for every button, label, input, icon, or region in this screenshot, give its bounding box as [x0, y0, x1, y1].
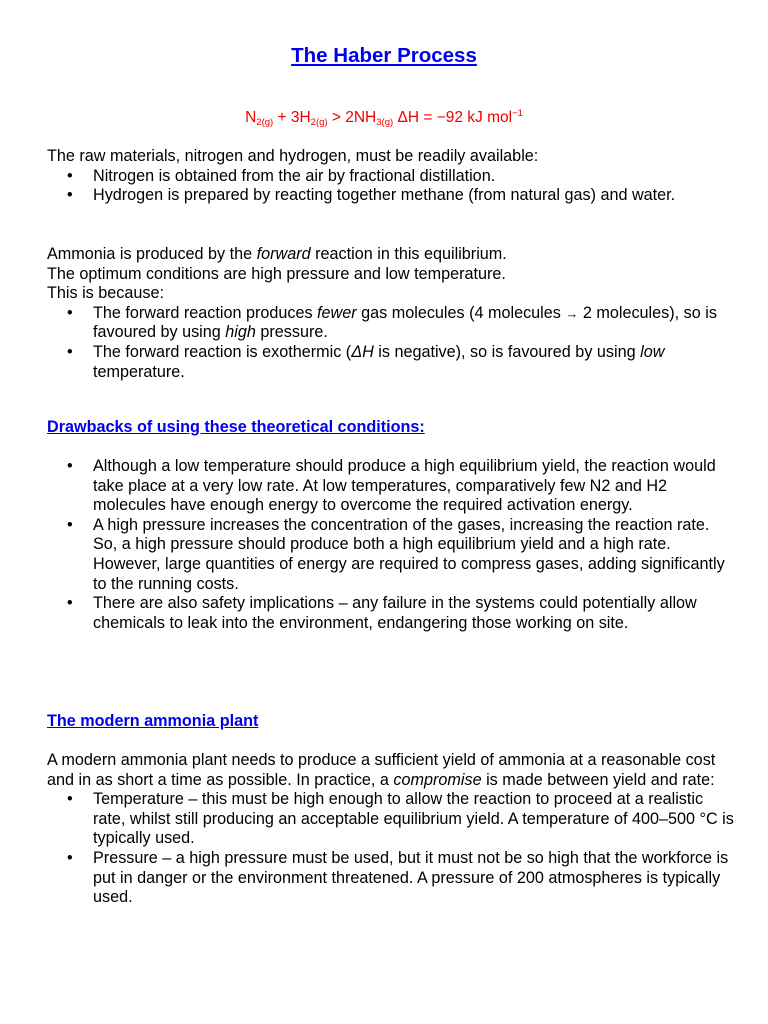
list-item: • Nitrogen is obtained from the air by fractional distillation. — [47, 167, 737, 187]
equilibrium-line-1 — [47, 245, 737, 265]
emphasis: forward — [256, 245, 311, 263]
text-span: The forward reaction produces — [93, 303, 318, 322]
equilibrium-line-3: This is because: — [47, 284, 164, 303]
list-item: • Temperature – this must be high enough to allow the reaction to proceed at a realistic rate, whilst still producing an acceptable equilibrium yield. A temperature of 400–500 °C is typically used. — [47, 790, 737, 849]
list-item: • Hydrogen is prepared by reacting together methane (from natural gas) and water. — [47, 186, 737, 206]
equilibrium-list — [47, 304, 737, 382]
list-item — [47, 304, 737, 343]
equilibrium-section — [47, 245, 737, 382]
equilibrium-line-2: The optimum conditions are high pressure and low temperature. — [47, 264, 506, 283]
haber-equation — [47, 108, 721, 128]
eq-n-sub: 2(g) — [256, 117, 274, 128]
text-span: is negative), so is favoured by using — [373, 342, 641, 361]
emphasis: fewer — [317, 303, 357, 322]
eq-h-sub: 2(g) — [310, 117, 328, 128]
eq-plus: + 3H — [273, 109, 311, 126]
emphasis: low — [640, 342, 665, 361]
text-span: gas molecules (4 molecules — [356, 303, 566, 322]
eq-yields: > 2NH — [327, 109, 377, 126]
drawbacks-section — [47, 457, 737, 633]
text-span: reaction in this equilibrium. — [310, 245, 507, 263]
page-title: The Haber Process — [291, 44, 477, 67]
list-item — [47, 343, 737, 382]
text-span: The forward reaction is exothermic ( — [93, 342, 352, 361]
modern-plant-section — [47, 751, 737, 908]
eq-dh: ΔH = −92 kJ mol — [393, 109, 513, 126]
right-arrow-icon: → — [565, 305, 579, 321]
raw-materials-list — [47, 167, 737, 206]
eq-n: N — [245, 109, 257, 126]
text-span: temperature. — [93, 362, 185, 381]
list-item: • There are also safety implications – any failure in the systems could potentially allow chemicals to leak into the environment, endangering those working on site. — [47, 594, 737, 633]
text-span: pressure. — [255, 323, 328, 342]
raw-materials-section — [47, 147, 737, 206]
modern-list — [47, 790, 737, 908]
modern-intro — [47, 751, 737, 790]
drawbacks-heading: Drawbacks of using these theoretical conditions: — [47, 418, 425, 436]
raw-materials-intro: The raw materials, nitrogen and hydrogen, must be readily available: — [47, 147, 539, 165]
list-item: • Although a low temperature should produce a high equilibrium yield, the reaction would take place at a very low rate. At low temperatures, comparatively few N2 and H2 molecules have enough energy to overcome the required activation energy. — [47, 457, 737, 516]
list-item: • Pressure – a high pressure must be used, but it must not be so high that the workforce is put in danger or the environment threatened. A pressure of 200 atmospheres is typically used. — [47, 849, 737, 908]
drawbacks-list — [47, 457, 737, 633]
eq-nh-sub: 3(g) — [376, 117, 394, 128]
text-span: Ammonia is produced by the — [47, 245, 257, 263]
text-span: is made between yield and rate: — [481, 770, 715, 789]
text-span: 2 molecules), so is favoured by using — [93, 303, 717, 342]
text-span: A modern ammonia plant needs to produce a sufficient yield of ammonia at a reasonable cost and in as short a time as possible. In practice, a — [47, 751, 716, 789]
emphasis: ΔH — [351, 342, 374, 361]
emphasis: high — [225, 323, 256, 342]
eq-dh-sup: −1 — [512, 108, 523, 119]
list-item: • A high pressure increases the concentration of the gases, increasing the reaction rate. So, a high pressure should produce both a high equilibrium yield and a high rate. However, large quantities of energy are required to compress gases, adding significantly to the running costs. — [47, 516, 737, 594]
modern-plant-heading: The modern ammonia plant — [47, 712, 259, 730]
emphasis: compromise — [393, 770, 482, 789]
